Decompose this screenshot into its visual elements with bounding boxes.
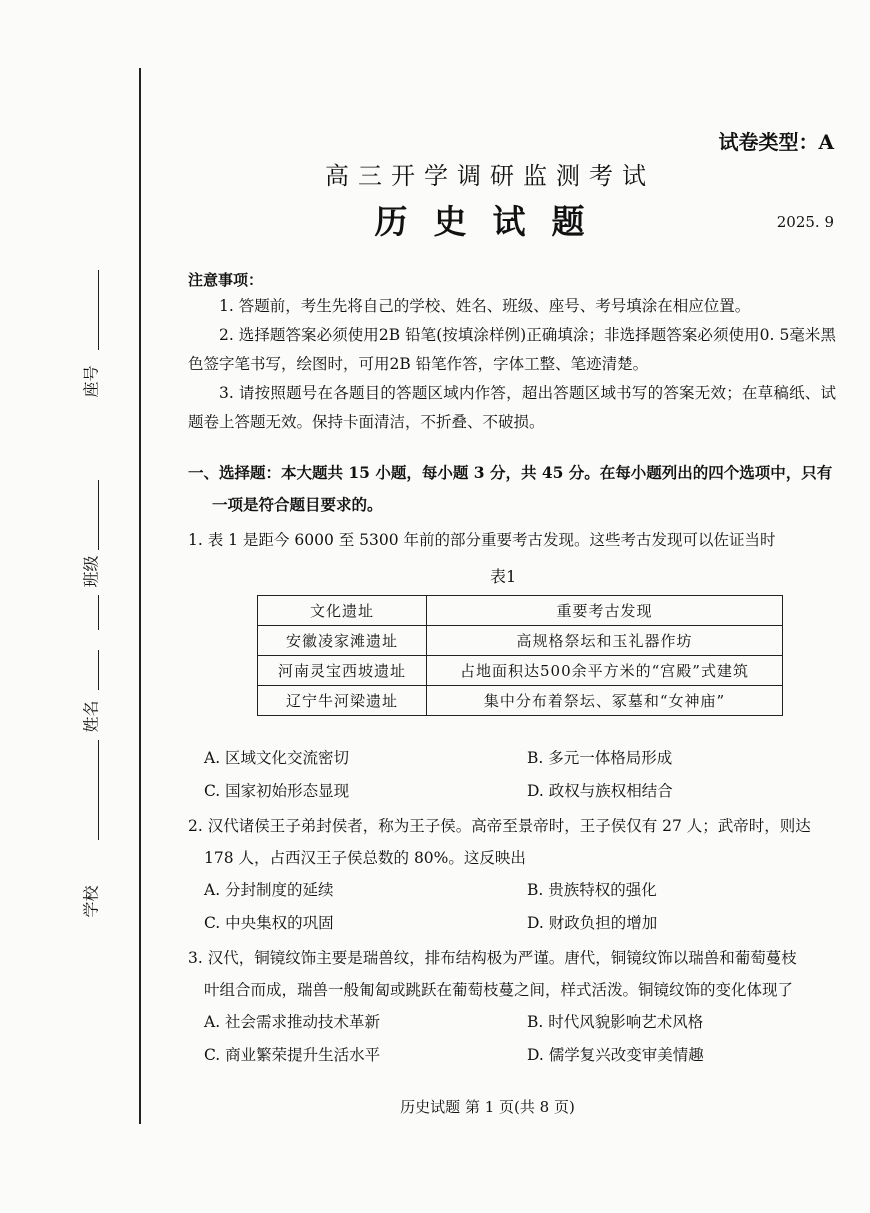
notice-item: 1. 答题前，考生先将自己的学校、姓名、班级、座号、考号填涂在相应位置。 bbox=[219, 297, 751, 315]
table-header-row bbox=[258, 596, 783, 626]
q2-option-c[interactable]: C. 中央集权的巩固 bbox=[204, 914, 334, 932]
school-field[interactable] bbox=[62, 850, 118, 920]
q3-stem bbox=[188, 942, 836, 1006]
subject-title: 历史试题 bbox=[374, 202, 611, 241]
table-header: 重要考古发现 bbox=[427, 596, 783, 626]
name-label: 姓名 bbox=[81, 700, 101, 733]
section-heading bbox=[188, 457, 836, 521]
notice-list bbox=[188, 292, 836, 437]
seat-underline bbox=[98, 270, 99, 350]
section-heading-line1: 一、选择题：本大题共 15 小题，每小题 3 分，共 45 分。在每小题列出的四个选项中，只有 bbox=[188, 463, 833, 482]
class-field[interactable] bbox=[62, 460, 118, 630]
q2-stem-line2: 178 人，占西汉王子侯总数的 80%。这反映出 bbox=[204, 849, 526, 867]
q3-option-c[interactable]: C. 商业繁荣提升生活水平 bbox=[204, 1046, 381, 1064]
name-underline-top bbox=[98, 650, 99, 690]
school-label: 学校 bbox=[81, 885, 101, 918]
q2-option-a[interactable]: A. 分封制度的延续 bbox=[204, 881, 334, 899]
q2-option-b[interactable]: B. 贵族特权的强化 bbox=[527, 881, 657, 899]
page-footer: 历史试题 第 1 页(共 8 页) bbox=[400, 1098, 575, 1116]
q1-option-b[interactable]: B. 多元一体格局形成 bbox=[527, 749, 673, 767]
table-cell: 安徽凌家滩遗址 bbox=[258, 626, 427, 656]
table-caption: 表1 bbox=[490, 567, 517, 586]
q1-stem: 1. 表 1 是距今 6000 至 5300 年前的部分重要考古发现。这些考古发现可以佐证当时 bbox=[188, 531, 776, 549]
table-cell: 集中分布着祭坛、冢墓和“女神庙” bbox=[427, 686, 783, 716]
table-header: 文化遗址 bbox=[258, 596, 427, 626]
q2-option-d[interactable]: D. 财政负担的增加 bbox=[527, 914, 658, 932]
name-underline-bottom bbox=[98, 740, 99, 840]
q1-option-d[interactable]: D. 政权与族权相结合 bbox=[527, 782, 673, 800]
table-row bbox=[258, 656, 783, 686]
table-cell: 河南灵宝西坡遗址 bbox=[258, 656, 427, 686]
notice-heading: 注意事项： bbox=[188, 271, 264, 289]
class-underline-bottom bbox=[98, 595, 99, 630]
q3-option-b[interactable]: B. 时代风貌影响艺术风格 bbox=[527, 1013, 704, 1031]
seat-field[interactable] bbox=[62, 270, 118, 440]
q3-stem-line1: 3. 汉代，铜镜纹饰主要是瑞兽纹，排布结构极为严谨。唐代，铜镜纹饰以瑞兽和葡萄蔓枝 bbox=[188, 949, 797, 967]
q3-option-a[interactable]: A. 社会需求推动技术革新 bbox=[204, 1013, 381, 1031]
class-label: 班级 bbox=[81, 555, 101, 588]
q3-stem-line2: 叶组合而成，瑞兽一般匍匐或跳跃在葡萄枝蔓之间，样式活泼。铜镜纹饰的变化体现了 bbox=[204, 981, 794, 999]
archaeology-table bbox=[257, 595, 783, 716]
q1-option-c[interactable]: C. 国家初始形态显现 bbox=[204, 782, 350, 800]
exam-date: 2025. 9 bbox=[776, 213, 834, 231]
q3-option-d[interactable]: D. 儒学复兴改变审美情趣 bbox=[527, 1046, 704, 1064]
table-cell: 辽宁牛河梁遗址 bbox=[258, 686, 427, 716]
name-field[interactable] bbox=[62, 650, 118, 840]
q1-option-a[interactable]: A. 区域文化交流密切 bbox=[204, 749, 350, 767]
seat-label: 座号 bbox=[81, 365, 101, 398]
table-row bbox=[258, 686, 783, 716]
section-heading-line2: 一项是符合题目要求的。 bbox=[212, 495, 383, 514]
notice-item: 2. 选择题答案必须使用2B 铅笔(按填涂样例)正确填涂；非选择题答案必须使用0. 5毫米黑色签字笔书写，绘图时，可用2B 铅笔作答，字体工整、笔迹清楚。 bbox=[188, 326, 836, 373]
q2-stem bbox=[188, 810, 836, 874]
paper-type: 试卷类型：A bbox=[718, 130, 834, 154]
notice-item: 3. 请按照题号在各题目的答题区域内作答，超出答题区域书写的答案无效；在草稿纸、试题卷上答题无效。保持卡面清洁，不折叠、不破损。 bbox=[188, 384, 836, 431]
table-cell: 占地面积达500余平方米的“宫殿”式建筑 bbox=[427, 656, 783, 686]
q2-stem-line1: 2. 汉代诸侯王子弟封侯者，称为王子侯。高帝至景帝时，王子侯仅有 27 人；武帝时，则达 bbox=[188, 817, 811, 835]
exam-title: 高三开学调研监测考试 bbox=[325, 162, 655, 190]
class-underline-top bbox=[98, 480, 99, 550]
table-row bbox=[258, 626, 783, 656]
table-cell: 高规格祭坛和玉礼器作坊 bbox=[427, 626, 783, 656]
